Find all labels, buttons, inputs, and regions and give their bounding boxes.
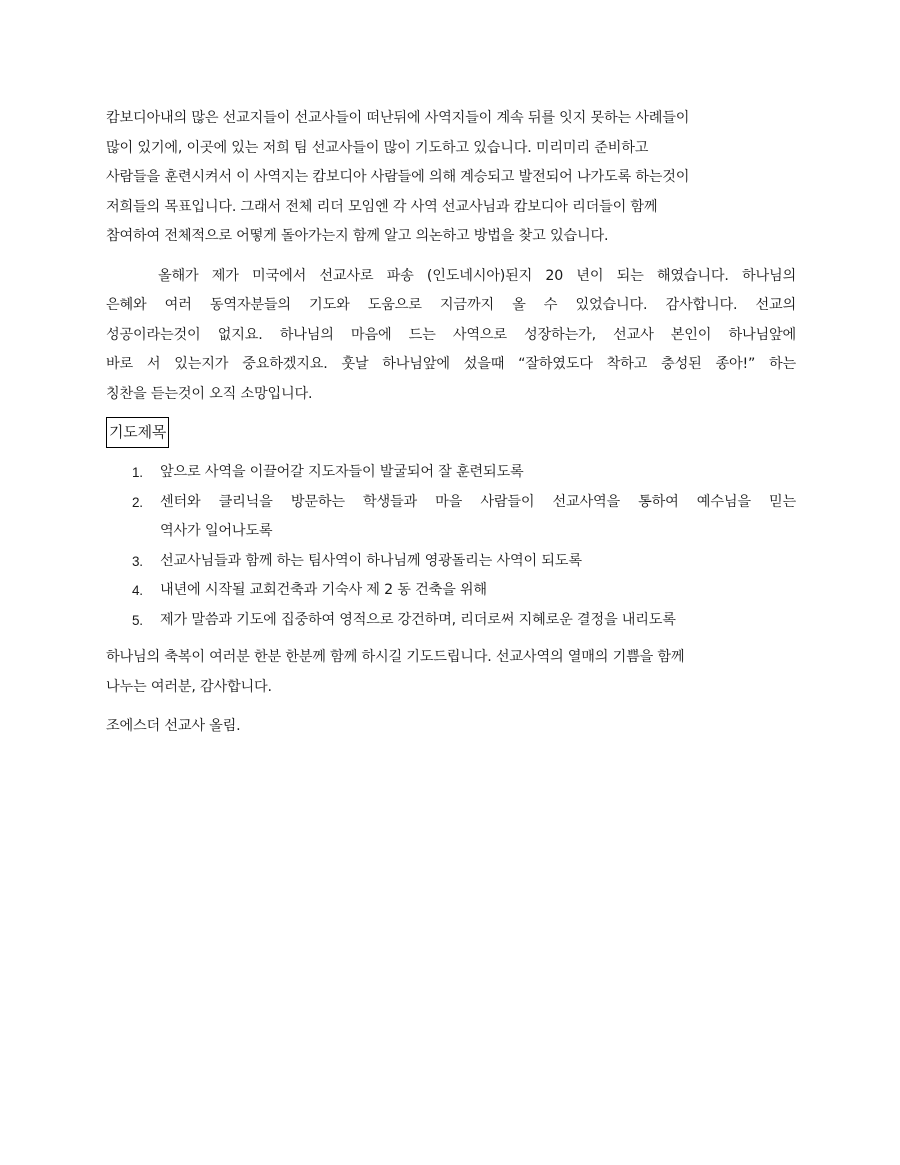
anniversary-line: 올해가 제가 미국에서 선교사로 파송 (인도네시아)된지 20 년이 되는 해였습니다. 하나님의 [158, 267, 796, 284]
anniversary-line: 은혜와 여러 동역자분들의 기도와 도움으로 지금까지 올 수 있었습니다. 감사합니다. 선교의 [106, 297, 796, 313]
prayer-item-number: 4. [132, 583, 143, 598]
prayer-item-text: 센터와 클리닉을 방문하는 학생들과 마을 사람들이 선교사역을 통하여 예수님을 믿는 [160, 493, 796, 510]
prayer-item-number: 2. [132, 494, 143, 510]
intro-line: 참여하여 전체적으로 어떻게 돌아가는지 함께 알고 의논하고 방법을 찾고 있습니다. [106, 228, 609, 244]
intro-line: 사람들을 훈련시켜서 이 사역지는 캄보디아 사람들에 의해 계승되고 발전되어 나가도록 하는것이 [106, 169, 690, 185]
signature-text: 조에스더 선교사 올림. [106, 718, 241, 734]
prayer-item-number: 1. [132, 465, 143, 480]
prayer-item-number: 5. [132, 612, 143, 628]
signature [106, 712, 796, 742]
prayer-item [106, 488, 796, 547]
prayer-item [106, 458, 796, 488]
anniversary-paragraph [106, 262, 796, 410]
anniversary-line: 칭찬을 듣는것이 오직 소망입니다. [106, 385, 313, 402]
anniversary-line: 성공이라는것이 없지요. 하나님의 마음에 드는 사역으로 성장하는가, 선교사 본인이 하나님앞에 [106, 326, 796, 343]
intro-line: 많이 있기에, 이곳에 있는 저희 팀 선교사들이 많이 기도하고 있습니다. 미리미리 준비하고 [106, 139, 649, 156]
closing-line: 하나님의 축복이 여러분 한분 한분께 함께 하시길 기도드립니다. 선교사역의 열매의 기쁨을 함께 [106, 649, 685, 665]
anniversary-line: 바로 서 있는지가 중요하겠지요. 훗날 하나님앞에 섰을때 “잘하였도다 착하고 충성된 종아!” 하는 [106, 356, 796, 372]
prayer-item-text: 앞으로 사역을 이끌어갈 지도자들이 발굴되어 잘 훈련되도록 [160, 464, 524, 480]
closing-paragraph [106, 643, 796, 702]
prayer-item-number: 3. [132, 553, 143, 569]
prayer-item-text: 선교사님들과 함께 하는 팀사역이 하나님께 영광돌리는 사역이 되도록 [160, 552, 582, 569]
closing-line: 나누는 여러분, 감사합니다. [106, 678, 272, 695]
intro-paragraph [106, 104, 796, 252]
prayer-item [106, 547, 796, 577]
prayer-item-text: 제가 말씀과 기도에 집중하여 영적으로 강건하며, 리더로써 지혜로운 결정을 내리도록 [160, 611, 676, 628]
prayer-item [106, 606, 796, 636]
intro-line: 저희들의 목표입니다. 그래서 전체 리더 모임엔 각 사역 선교사님과 캄보디아 리더들이 함께 [106, 198, 658, 215]
letter-page [106, 104, 796, 742]
intro-line: 캄보디아내의 많은 선교지들이 선교사들이 떠난뒤에 사역지들이 계속 뒤를 잇지 못하는 사례들이 [106, 110, 690, 126]
prayer-list [106, 458, 796, 635]
prayer-item-text: 내년에 시작될 교회건축과 기숙사 제 2 동 건축을 위해 [160, 582, 487, 598]
prayer-item [106, 576, 796, 606]
prayer-item-text: 역사가 일어나도록 [160, 523, 273, 539]
prayer-section-title: 기도제목 [106, 417, 169, 448]
